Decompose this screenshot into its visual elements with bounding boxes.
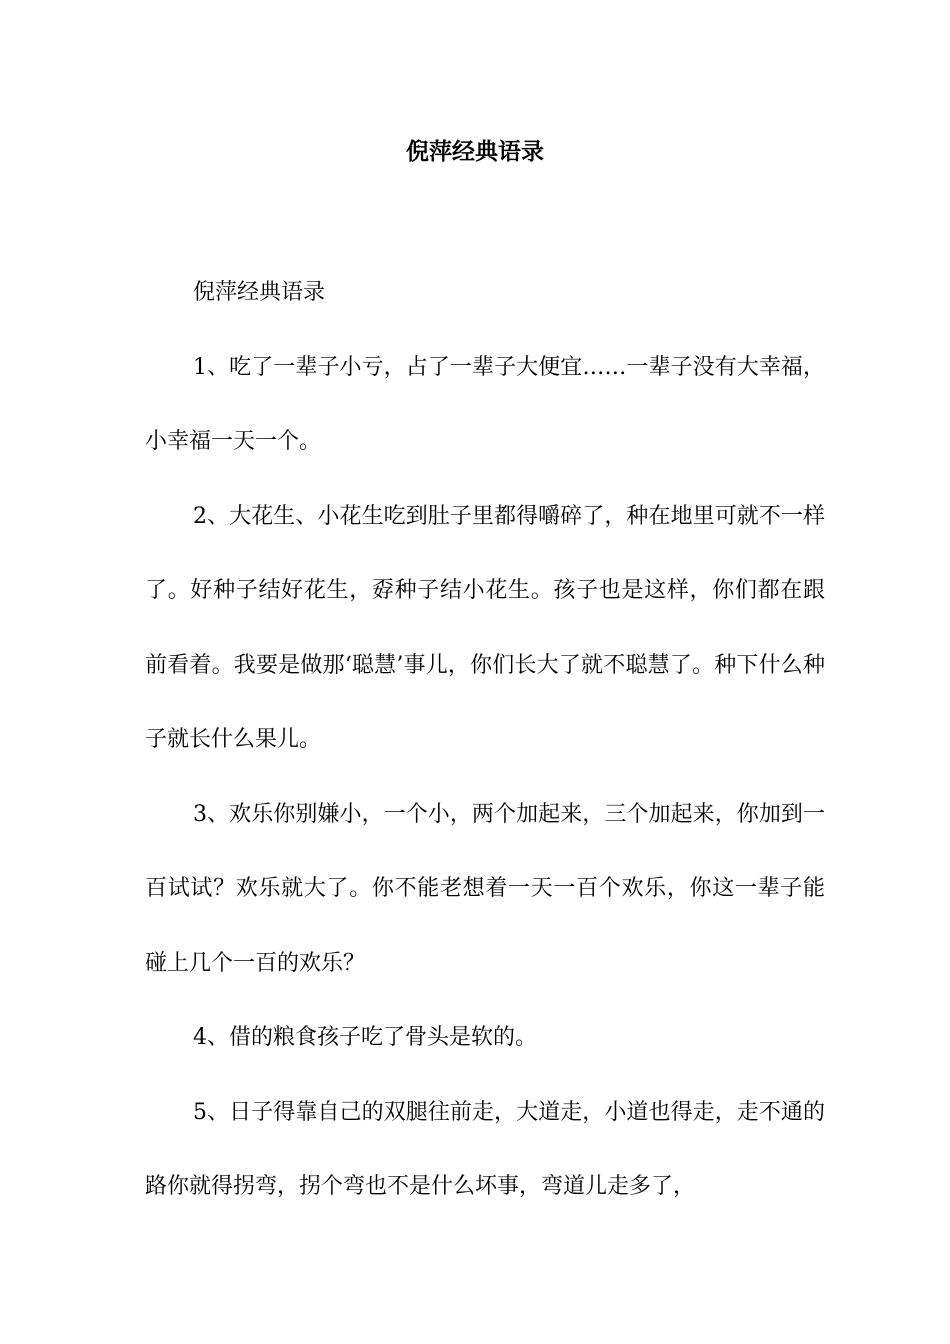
paragraph-quote-4: 4、借的粮食孩子吃了骨头是软的。: [193, 1025, 537, 1050]
paragraph-quote-3: 3、欢乐你别嫌小，一个小，两个加起来，三个加起来，你加到一百试试？欢乐就大了。你不能老想着一天一百个欢乐，你这一辈子能碰上几个一百的欢乐？: [145, 801, 825, 976]
paragraph-heading: 倪萍经典语录: [193, 280, 326, 305]
paragraph-quote-2: 2、大花生、小花生吃到肚子里都得嚼碎了，种在地里可就不一样了。好种子结好花生，孬种子结小花生。孩子也是这样，你们都在跟前看着。我要是做那‘聪慧’事儿，你们长大了就不聪慧了。种下什么种子就长什么果儿。: [145, 503, 825, 752]
document-title: 倪萍经典语录: [406, 138, 544, 165]
paragraph-quote-1: 1、吃了一辈子小亏，占了一辈子大便宜……一辈子没有大幸福，小幸福一天一个。: [145, 354, 825, 454]
document-body: [145, 256, 825, 1225]
paragraph-quote-5: 5、日子得靠自己的双腿往前走，大道走，小道也得走，走不通的路你就得拐弯，拐个弯也不是什么坏事，弯道儿走多了，: [145, 1099, 825, 1199]
